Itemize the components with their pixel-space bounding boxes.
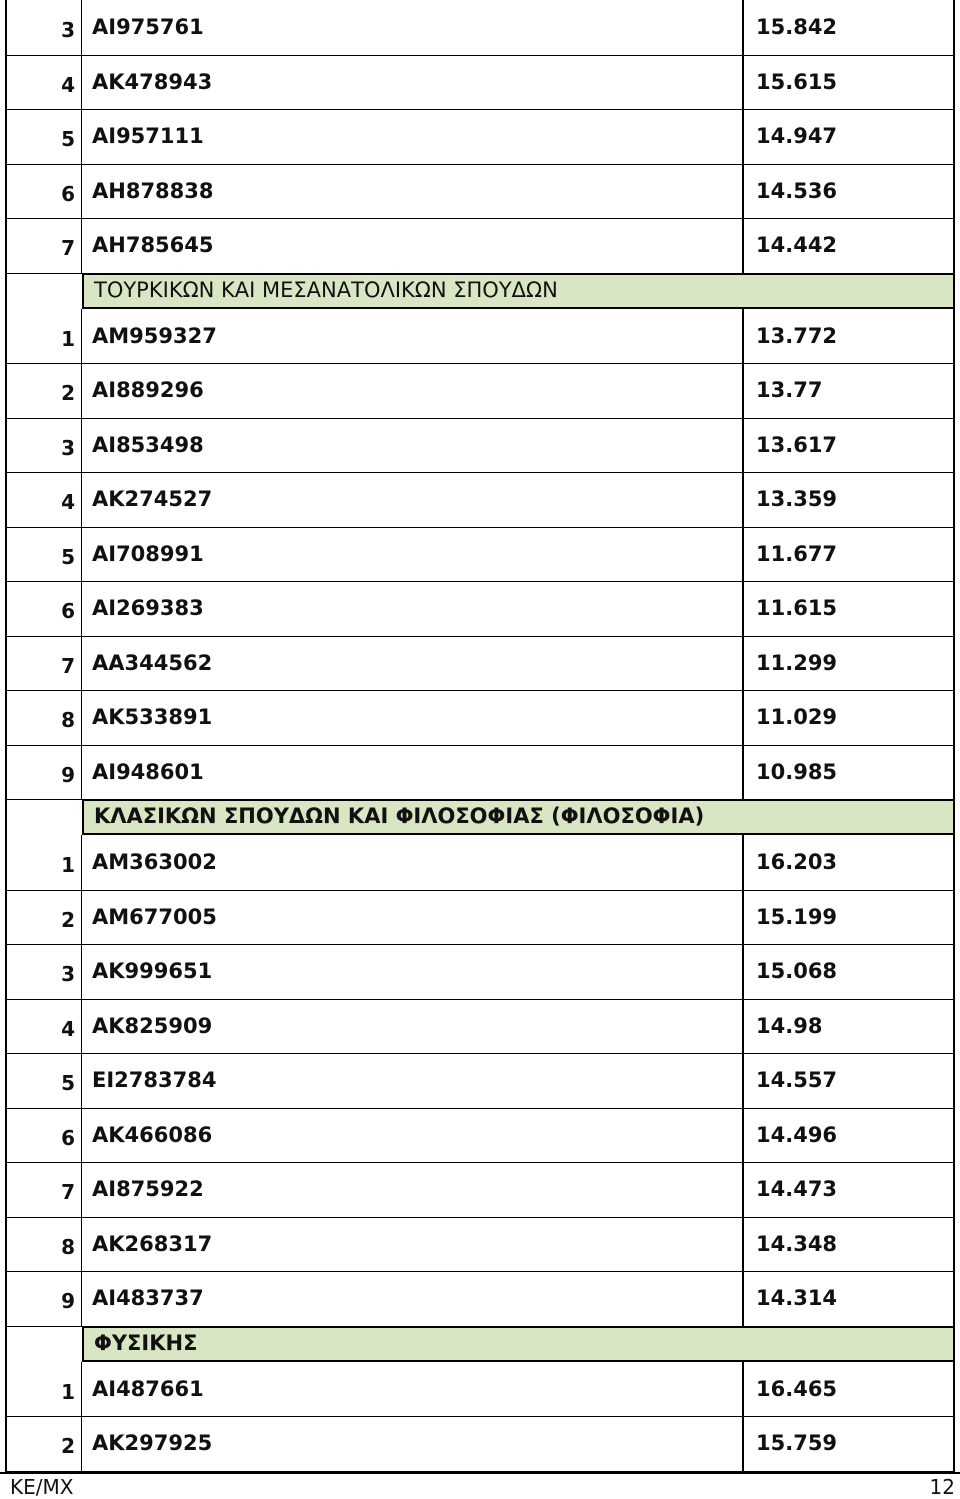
table-row [5,1271,955,1327]
score-cell: 15.615 [744,55,955,110]
id-cell: ΑΙ975761 [82,0,744,55]
score-cell: 11.677 [744,527,955,582]
rank-cell: 5 [5,527,82,582]
score-cell: 14.536 [744,164,955,219]
rank-cell: 6 [5,164,82,219]
rank-cell: 1 [5,309,82,364]
id-cell: ΑΗ878838 [82,164,744,219]
table-row [5,1217,955,1273]
rank-cell: 7 [5,1162,82,1217]
id-cell: ΑΚ999651 [82,944,744,999]
rank-cell: 7 [5,218,82,273]
table-row [5,109,955,165]
table-row [5,745,955,801]
table-row [5,527,955,583]
table-row [5,690,955,746]
section-header-row [5,1326,955,1362]
id-cell: ΑΙ957111 [82,109,744,164]
id-cell: ΑΗ785645 [82,218,744,273]
rank-cell: 1 [5,1362,82,1417]
id-cell: ΑΙ948601 [82,745,744,800]
table-row [5,418,955,474]
table-row [5,55,955,111]
id-cell: ΑΚ825909 [82,999,744,1054]
score-cell: 16.203 [744,835,955,890]
id-cell: ΑΜ363002 [82,835,744,890]
rank-cell: 3 [5,418,82,473]
id-cell: ΑΚ268317 [82,1217,744,1272]
score-cell: 14.473 [744,1162,955,1217]
id-cell: ΑΙ487661 [82,1362,744,1417]
table-row [5,218,955,274]
id-cell: ΕΙ2783784 [82,1053,744,1108]
rank-cell: 2 [5,890,82,945]
id-cell: ΑΚ533891 [82,690,744,745]
score-cell: 16.465 [744,1362,955,1417]
table-row [5,363,955,419]
table-row [5,835,955,891]
rank-cell: 4 [5,999,82,1054]
score-cell: 11.029 [744,690,955,745]
footer-left-label: ΚΕ/ΜΧ [10,1475,74,1499]
section-title: ΦΥΣΙΚΗΣ [82,1326,955,1362]
score-cell: 14.98 [744,999,955,1054]
rank-cell: 3 [5,944,82,999]
section-title: ΤΟΥΡΚΙΚΩΝ ΚΑΙ ΜΕΣΑΝΑΤΟΛΙΚΩΝ ΣΠΟΥΔΩΝ [82,273,955,309]
id-cell: ΑΑ344562 [82,636,744,691]
rank-cell: 3 [5,0,82,55]
rank-cell: 8 [5,690,82,745]
score-cell: 10.985 [744,745,955,800]
id-cell: ΑΙ889296 [82,363,744,418]
score-cell: 14.557 [744,1053,955,1108]
page-number: 12 [929,1475,955,1499]
score-cell: 13.359 [744,472,955,527]
rank-cell: 6 [5,581,82,636]
table-row [5,309,955,365]
table-row [5,636,955,692]
table-row [5,1053,955,1109]
score-cell: 14.947 [744,109,955,164]
table-row [5,944,955,1000]
score-cell: 11.299 [744,636,955,691]
rank-cell: 2 [5,1416,82,1471]
score-cell: 14.496 [744,1108,955,1163]
score-cell: 13.77 [744,363,955,418]
section-header-spacer [5,1326,82,1362]
id-cell: ΑΚ297925 [82,1416,744,1471]
id-cell: ΑΚ274527 [82,472,744,527]
score-cell: 13.617 [744,418,955,473]
table-row [5,890,955,946]
page-footer [0,1472,960,1499]
id-cell: ΑΙ875922 [82,1162,744,1217]
id-cell: ΑΙ483737 [82,1271,744,1326]
rank-cell: 6 [5,1108,82,1163]
section-title: ΚΛΑΣΙΚΩΝ ΣΠΟΥΔΩΝ ΚΑΙ ΦΙΛΟΣΟΦΙΑΣ (ΦΙΛΟΣΟΦΙΑ) [82,799,955,835]
score-cell: 15.759 [744,1416,955,1471]
rank-cell: 1 [5,835,82,890]
score-cell: 15.842 [744,0,955,55]
id-cell: ΑΙ708991 [82,527,744,582]
table-row [5,999,955,1055]
rank-cell: 5 [5,109,82,164]
section-header-row [5,799,955,835]
id-cell: ΑΜ677005 [82,890,744,945]
section-header-spacer [5,799,82,835]
score-cell: 15.199 [744,890,955,945]
rank-cell: 7 [5,636,82,691]
id-cell: ΑΚ466086 [82,1108,744,1163]
table-row [5,1162,955,1218]
rank-cell: 2 [5,363,82,418]
table-row [5,1362,955,1418]
rank-cell: 4 [5,472,82,527]
table-row [5,164,955,220]
rank-cell: 8 [5,1217,82,1272]
score-cell: 13.772 [744,309,955,364]
table-row [5,472,955,528]
id-cell: ΑΚ478943 [82,55,744,110]
score-cell: 14.314 [744,1271,955,1326]
rank-cell: 5 [5,1053,82,1108]
rank-cell: 9 [5,1271,82,1326]
id-cell: ΑΜ959327 [82,309,744,364]
id-cell: ΑΙ269383 [82,581,744,636]
table-row [5,1108,955,1164]
section-header-row [5,273,955,309]
rank-cell: 4 [5,55,82,110]
table-row [5,0,955,56]
id-cell: ΑΙ853498 [82,418,744,473]
section-header-spacer [5,273,82,309]
score-cell: 15.068 [744,944,955,999]
score-cell: 11.615 [744,581,955,636]
score-cell: 14.442 [744,218,955,273]
table-row [5,1416,955,1472]
rank-cell: 9 [5,745,82,800]
score-cell: 14.348 [744,1217,955,1272]
table-row [5,581,955,637]
